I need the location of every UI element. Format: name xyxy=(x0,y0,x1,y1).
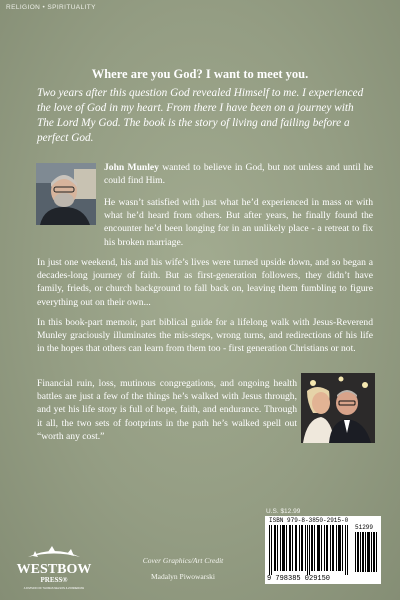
paragraph-5 xyxy=(37,377,297,443)
paragraph-5-text: Financial ruin, loss, mutinous congregations, and ongoing health battles are just a few of the things he’s walked with Jesus through, and yet his life story is full of hope, faith, and endurance. Through it all, the two sets of footprints in the path he’s walked spell out “worth any cost.” xyxy=(37,378,297,442)
couple-photo xyxy=(301,373,375,443)
isbn-text: ISBN 979-8-3850-2915-0 xyxy=(269,517,349,524)
barcode xyxy=(265,516,381,584)
price-addon-bars xyxy=(355,532,377,572)
isbn-barcode-bars xyxy=(269,525,349,575)
cover-credit-name: Madalyn Piwowarski xyxy=(151,572,215,581)
paragraph-1 xyxy=(104,161,373,187)
publisher-press: PRESS® xyxy=(40,576,68,584)
publisher-logo xyxy=(12,545,96,595)
paragraph-2-text: He wasn’t satisfied with just what he’d experienced in mass or with what he’d heard from others. But after years, he finally found the encounter he’d been longing for in an unlikely place - a retreat to fix his broken marriage. xyxy=(104,197,373,248)
category-label: RELIGION • SPIRITUALITY xyxy=(6,4,96,11)
paragraph-2 xyxy=(104,196,373,249)
paragraph-1-text: wanted to believe in God, but not unless and until he could find Him. xyxy=(104,162,373,187)
paragraph-3: In just one weekend, his and his wife’s lives were turned upside down, and so began a decades-long journey of faith. But as first-generation followers, they didn’t have family, frieds, or church background to fall back on, leaving them fumbling to figure everything out on their own... xyxy=(37,257,373,308)
paragraph-4: In this book-part memoir, part biblical guide for a lifelong walk with Jesus-Reverend Munley graciously illuminates the mis-steps, wrong turns, and redirections of his life in the hopes that others can learn from them too - first generation Christians or not. xyxy=(37,317,373,355)
price-addon-digits: 51299 xyxy=(355,524,374,531)
author-name: John Munley xyxy=(104,162,159,173)
cover-credit-label: Cover Graphics/Art Credit xyxy=(142,556,224,565)
publisher-division: A DIVISION OF THOMAS NELSON & ZONDERVAN xyxy=(23,587,85,590)
publisher-name: WESTBOW xyxy=(16,562,92,577)
intro-quote: Two years after this question God revealed Himself to me. I experienced the love of God in my heart. From there I have been on a journey with The Lord My God. The book is the story of living and failing before a perfect God. xyxy=(37,87,364,144)
price-label: U.S. $12.99 xyxy=(266,508,301,515)
barcode-number: 9 798385 029150 xyxy=(267,575,331,583)
author-photo xyxy=(36,163,96,225)
cover-heading: Where are you God? I want to meet you. xyxy=(91,67,309,81)
